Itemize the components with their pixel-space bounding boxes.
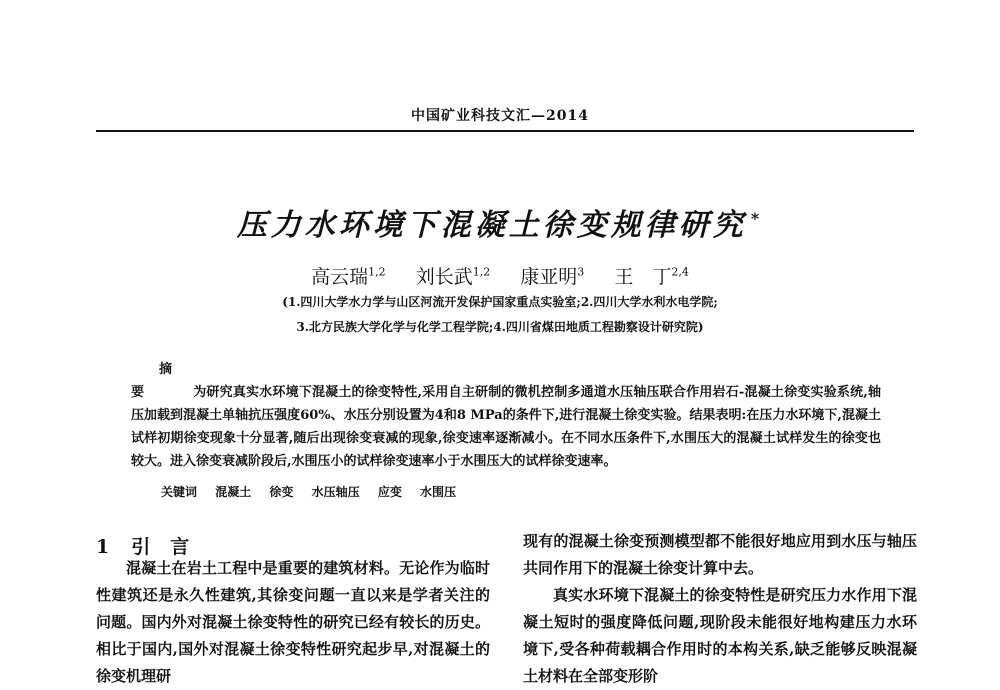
header-rule bbox=[96, 130, 914, 132]
paper-title-text: 压力水环境下混凝土徐变规律研究 bbox=[236, 208, 747, 243]
affiliation-line-2: 3.北方民族大学化学与化学工程学院;4.四川省煤田地质工程勘察设计研究院) bbox=[296, 320, 704, 334]
keyword: 水压轴压 bbox=[311, 485, 360, 499]
affiliation-line-1: (1.四川大学水力学与山区河流开发保护国家重点实验室;2.四川大学水利水电学院; bbox=[282, 295, 718, 309]
abstract bbox=[131, 358, 881, 473]
author-name: 康亚明 bbox=[520, 266, 578, 288]
author bbox=[416, 266, 491, 288]
body-paragraph: 现有的混凝土徐变预测模型都不能很好地应用到水压与轴压共同作用下的混凝土徐变计算中去。 bbox=[523, 532, 917, 577]
author-affil-mark: 2,4 bbox=[671, 265, 689, 279]
section-number: 1 bbox=[96, 536, 110, 558]
keyword: 混凝土 bbox=[215, 485, 252, 499]
abstract-label: 摘 要 bbox=[131, 362, 186, 400]
author-name: 王 丁 bbox=[614, 266, 672, 288]
body-paragraph: 混凝土在岩土工程中是重要的建筑材料。无论作为临时性建筑还是永久性建筑,其徐变问题一直以来是学者关注的问题。国内外对混凝土徐变特性的研究已经有较长的历史。相比于国内,国外对混凝土徐变特性研究起步早,对混凝土的徐变机理研 bbox=[96, 559, 490, 685]
body-paragraph: 真实水环境下混凝土的徐变特性是研究压力水作用下混凝土短时的强度降低问题,现阶段未能很好地构建压力水环境下,受各种荷载耦合作用时的本构关系,缺乏能够反映混凝土材料在全部变形阶 bbox=[523, 586, 917, 685]
keyword: 徐变 bbox=[269, 485, 294, 499]
paper-title bbox=[0, 200, 1000, 244]
author-affil-mark: 1,2 bbox=[368, 265, 386, 279]
author-list bbox=[0, 262, 1000, 289]
running-header: 中国矿业科技文汇—2014 bbox=[411, 108, 589, 124]
author-affil-mark: 1,2 bbox=[472, 265, 491, 279]
keywords bbox=[161, 483, 470, 500]
left-column bbox=[96, 555, 490, 690]
section-title: 引言 bbox=[131, 536, 210, 558]
title-footnote-mark: * bbox=[750, 209, 764, 228]
author bbox=[311, 266, 386, 288]
author bbox=[520, 266, 584, 288]
author-name: 刘长武 bbox=[415, 266, 473, 288]
keyword: 应变 bbox=[377, 485, 402, 499]
author-affil-mark: 3 bbox=[577, 265, 585, 279]
author bbox=[614, 266, 689, 288]
abstract-text: 为研究真实水环境下混凝土的徐变特性,采用自主研制的微机控制多通道水压轴压联合作用岩石-混凝土徐变实验系统,轴压加载到混凝土单轴抗压强度60%、水压分别设置为4和8 MPa的条件下,进行混凝土徐变实验。结果表明:在压力水环境下,混凝土试样初期徐变现象十分显著,随后出现徐变衰减的现象,徐变速率逐渐减小。在不同水压条件下,水围压大的混凝土试样发生的徐变也较大。进入徐变衰减阶段后,水围压小的试样徐变速率小于水围压大的试样徐变速率。 bbox=[131, 385, 881, 469]
keywords-label: 关键词 bbox=[161, 485, 198, 499]
author-name: 高云瑞 bbox=[311, 266, 369, 288]
keyword: 水围压 bbox=[420, 485, 457, 499]
right-column bbox=[523, 528, 917, 690]
